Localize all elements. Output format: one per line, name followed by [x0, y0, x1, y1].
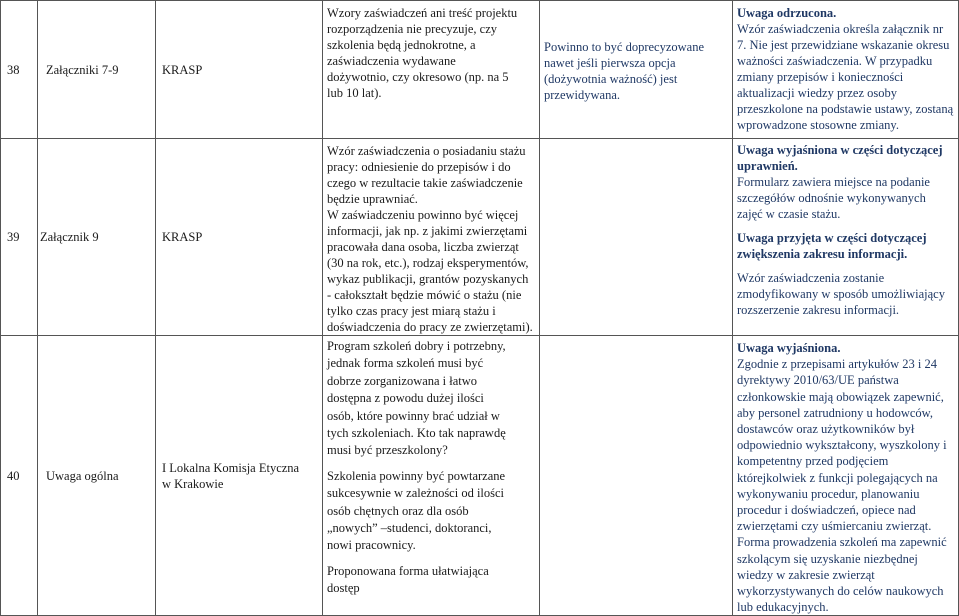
comment-text-2: W zaświadczeniu powinno być więcej informacji, jak np. z jakimi zwierzętami pracowała dana osoba, liczba zwierząt (30 na rok, etc.), rodzaj eksperymentów, wykaz publikacji, grantów pozyskanych - całokształt będzie mówić o stażu (nie tylko czas pracy jest miarą stażu i doświadczenia do pracy ze zwierzętami). [327, 208, 533, 334]
author-cell: KRASP [156, 1, 323, 139]
response-title-1: Uwaga wyjaśniona w części dotyczącej uprawnień. [737, 143, 943, 173]
comment-text-2: Szkolenia powinny być powtarzane sukcesywnie w zależności od ilości osób chętnych oraz dla osób „nowych” –studenci, doktoranci, nowi pracownicy. [327, 468, 506, 553]
table-row-38 [1, 1, 959, 139]
section-cell: Załączniki 7-9 [38, 1, 156, 139]
response-text: Zgodnie z przepisami artykułów 23 i 24 dyrektywy 2010/63/UE państwa członkowskie mają obowiązek zapewnić, aby personel zatrudniony u hodowców, dostawców oraz użytkowników był odpowiednio wykształcony, wyszkolony i kompetentny przed podjęciem którejkolwiek z funkcji polegających na wykonywaniu procedur, planowaniu procedur i doświadczeń, opiece nad zwierzętami czy uśmiercaniu zwierząt. Forma prowadzenia szkoleń ma zapewnić szkolącym się uzyskanie niezbędnej wiedzy w zakresie zwierząt wykorzystywanych do celów naukowych lub edukacyjnych. [737, 357, 947, 615]
proposal-cell [540, 1, 733, 139]
response-title-2: Uwaga przyjęta w części dotyczącej zwiększenia zakresu informacji. [737, 231, 927, 261]
response-title: Uwaga wyjaśniona. [737, 341, 841, 355]
table-row-40 [1, 336, 959, 616]
proposal-text: Powinno to być doprecyzowane nawet jeśli pierwsza opcja (dożywotnia ważność) jest przewidywana. [544, 40, 705, 102]
response-cell [733, 139, 959, 336]
response-cell [733, 336, 959, 616]
proposal-cell [540, 139, 733, 336]
row-number: 40 [1, 336, 38, 616]
response-cell [733, 1, 959, 139]
response-text-2: Wzór zaświadczenia zostanie zmodyfikowany w sposób umożliwiający rozszerzenie zakresu informacji. [737, 271, 945, 317]
comment-cell [323, 336, 540, 616]
response-text: Wzór zaświadczenia określa załącznik nr 7. Nie jest przewidziane wskazanie okresu ważności zaświadczenia. W przypadku zmiany przepisów i konieczności aktualizacji wiedzy przez osoby przeszkolone na podstawie ustawy, zostaną wprowadzone stosowne zmiany. [737, 22, 954, 132]
response-title: Uwaga odrzucona. [737, 6, 837, 20]
comment-text-1: Wzór zaświadczenia o posiadaniu stażu pracy: odniesienie do przepisów i do czego w rezultacie takie zaświadczenie będzie uprawniać. [327, 144, 526, 206]
section-cell: Uwaga ogólna [38, 336, 156, 616]
section-cell: Załącznik 9 [38, 139, 156, 336]
comment-cell [323, 139, 540, 336]
row-number: 39 [1, 139, 38, 336]
comment-text-3: Proponowana forma ułatwiająca dostęp [327, 563, 489, 596]
comment-text: Wzory zaświadczeń ani treść projektu rozporządzenia nie precyzuje, czy szkolenia będą jednokrotne, a zaświadczenia wydawane dożywotnio, czy okresowo (np. na 5 lub 10 lat). [327, 6, 518, 100]
comment-text-1: Program szkoleń dobry i potrzebny, jednak forma szkoleń musi być dobrze zorganizowana i łatwo dostępna z powodu dużej ilości osób, które powinny brać udział w tych szkoleniach. Kto tak naprawdę musi być przeszkolony? [327, 339, 506, 458]
author-cell: KRASP [156, 139, 323, 336]
response-text-1: Formularz zawiera miejsce na podanie szczegółów odnośnie wykonywanych zajęć w czasie stażu. [737, 175, 930, 221]
row-number: 38 [1, 1, 38, 139]
comment-cell [323, 1, 540, 139]
table-row-39 [1, 139, 959, 336]
author-cell: I Lokalna Komisja Etyczna w Krakowie [156, 336, 323, 616]
proposal-cell [540, 336, 733, 616]
